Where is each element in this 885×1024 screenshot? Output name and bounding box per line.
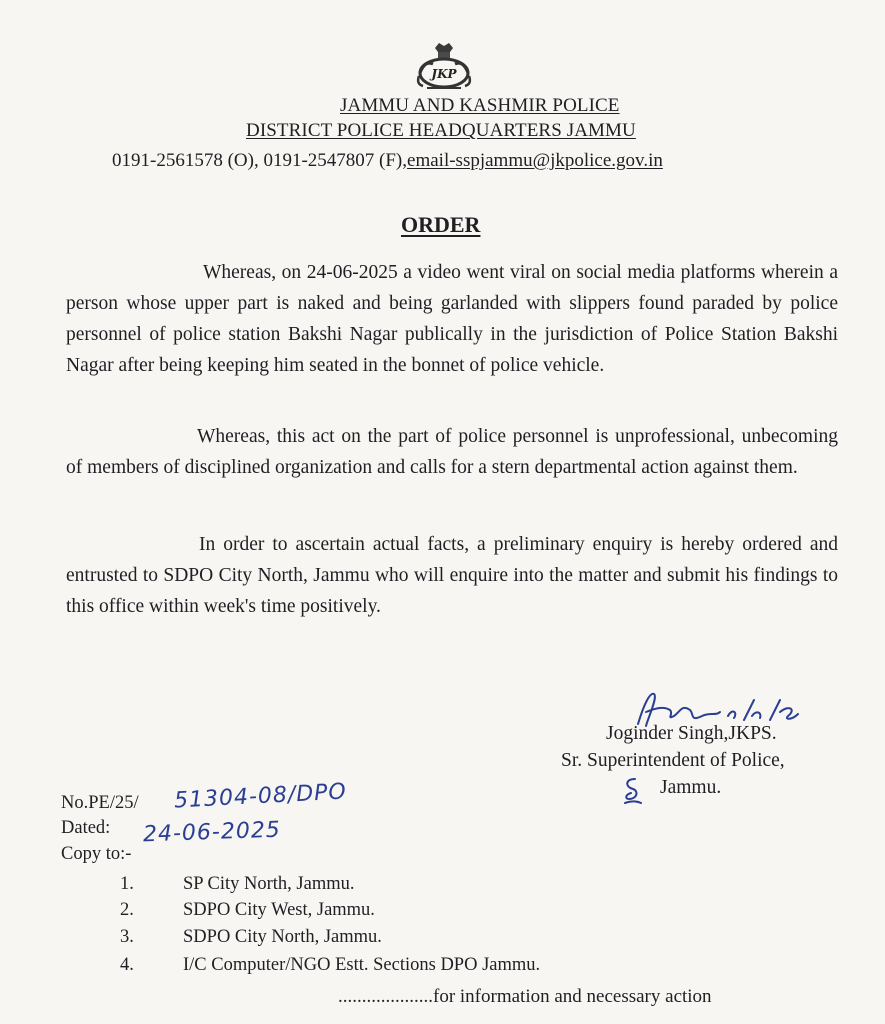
copy-item-text: SP City North, Jammu. bbox=[183, 874, 355, 894]
email-link[interactable]: email-sspjammu@jkpolice.gov.in bbox=[407, 150, 663, 171]
handwritten-initial-icon bbox=[621, 775, 643, 812]
copy-item-text: SDPO City West, Jammu. bbox=[183, 900, 375, 920]
svg-text:JKP: JKP bbox=[431, 67, 457, 81]
copy-item-text: SDPO City North, Jammu. bbox=[183, 927, 382, 947]
signatory-designation: Sr. Superintendent of Police, bbox=[561, 750, 785, 771]
date-label: Dated: bbox=[61, 818, 111, 838]
reference-number-handwritten: 51304-08/DPO bbox=[173, 779, 348, 814]
jk-police-emblem-icon bbox=[413, 40, 475, 97]
copy-item-number: 3. bbox=[120, 927, 134, 947]
office-name: DISTRICT POLICE HEADQUARTERS JAMMU bbox=[246, 120, 636, 141]
organization-name: JAMMU AND KASHMIR POLICE bbox=[340, 95, 620, 116]
phone-numbers: 0191-2561578 (O), 0191-2547807 (F), bbox=[112, 150, 408, 171]
reference-number-label: No.PE/25/ bbox=[61, 793, 139, 813]
closing-line: ....................for information and necessary action bbox=[338, 986, 712, 1007]
copy-to-label: Copy to:- bbox=[61, 844, 132, 864]
order-title: ORDER bbox=[401, 212, 481, 237]
copy-item-number: 4. bbox=[120, 955, 134, 975]
paragraph-3: In order to ascertain actual facts, a preliminary enquiry is hereby ordered and entrusted to SDPO City North, Jammu who will enquire into the matter and submit his findings to this office within week's time positively. bbox=[66, 534, 838, 617]
copy-item-number: 2. bbox=[120, 900, 134, 920]
signatory-name: Joginder Singh,JKPS. bbox=[606, 723, 777, 744]
contact-line bbox=[112, 150, 663, 172]
signatory-place: Jammu. bbox=[660, 777, 722, 798]
paragraph-1: Whereas, on 24-06-2025 a video went viral on social media platforms wherein a person whose upper part is naked and being garlanded with slippers found paraded by police personnel of police station Bakshi Nagar publically in the jurisdiction of Police Station Bakshi Nagar after being keeping him seated in the bonnet of police vehicle. bbox=[66, 262, 838, 376]
paragraph-2: Whereas, this act on the part of police personnel is unprofessional, unbecoming of members of disciplined organization and calls for a stern departmental action against them. bbox=[66, 426, 838, 478]
date-handwritten: 24-06-2025 bbox=[142, 817, 282, 848]
copy-item-number: 1. bbox=[120, 874, 134, 894]
copy-item-text: I/C Computer/NGO Estt. Sections DPO Jammu. bbox=[183, 955, 541, 975]
